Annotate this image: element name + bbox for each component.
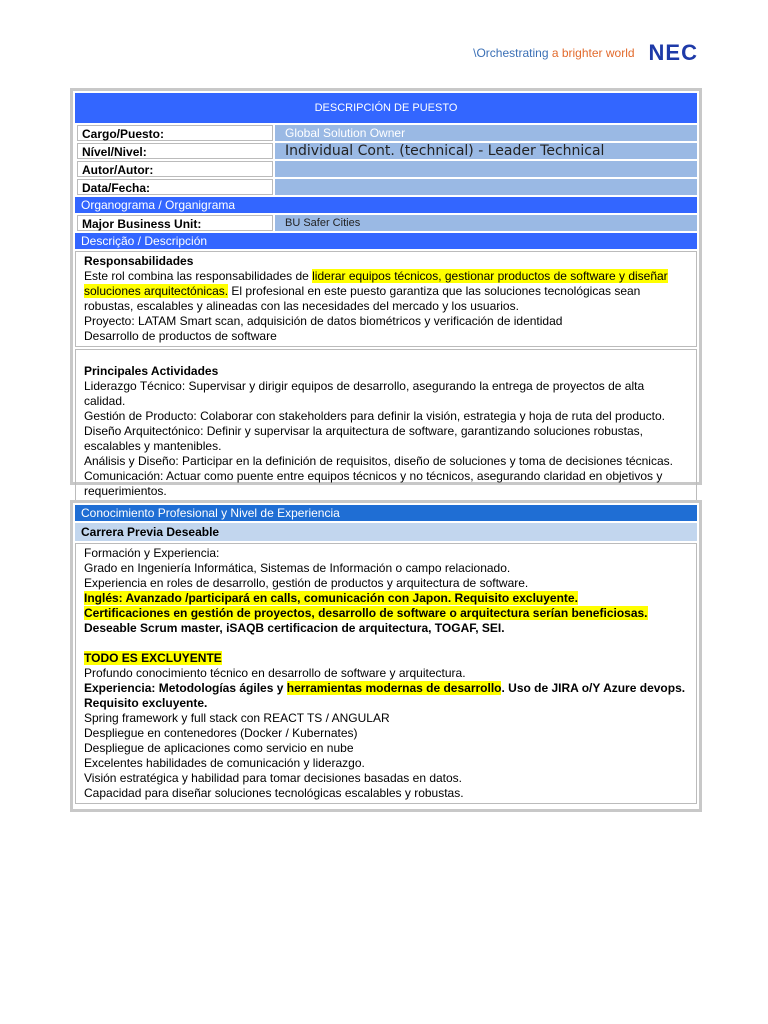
actividad-item: Diseño Arquitectónico: Definir y supervisar la arquitectura de software, garantizando soluciones robustas, escalables y mantenibles. [84,424,643,453]
metodologias-highlight: herramientas modernas de desarrollo [286,681,502,695]
responsabilidades-text [84,269,688,314]
field-value-nivel[interactable]: Individual Cont. (technical) - Leader Technical [275,143,697,159]
exp-line-scrum: Deseable Scrum master, iSAQB certificacion de arquitectura, TOGAF, SEI. [84,621,505,635]
skill-item: Despliegue de aplicaciones como servicio en nube [84,741,354,755]
nec-logo: NEC [648,40,698,65]
exp-line: Grado en Ingeniería Informática, Sistemas de Información o campo relacionado. [84,561,511,575]
skill-item: Spring framework y full stack con REACT TS / ANGULAR [84,711,390,725]
skill-item: Despliegue en contenedores (Docker / Kubernates) [84,726,358,740]
resp-highlight-2: soluciones arquitectónicas. [84,284,229,298]
field-row-business-unit [73,213,699,231]
field-row-autor [73,159,699,177]
actividad-item: Liderazgo Técnico: Supervisar y dirigir equipos de desarrollo, asegurando la entrega de proyectos de alta calidad. [84,379,645,408]
job-description-section [70,88,702,498]
skill-item: Visión estratégica y habilidad para tomar decisiones basadas en datos. [84,771,463,785]
resp-highlight-1: liderar equipos técnicos, gestionar productos de software y diseñar [312,269,668,283]
tagline-part-a: \Orchestrating [473,46,549,60]
field-value-fecha[interactable] [275,179,697,195]
section-title: DESCRIPCIÓN DE PUESTO [75,93,697,123]
tagline [473,46,634,60]
header-logo [473,40,698,66]
descripcion-header: Descrição / Descripción [75,233,697,249]
resp-text-a: Este rol combina las responsabilidades de [84,269,313,283]
actividades-title: Principales Actividades [84,364,219,378]
exp-line-metodologias [84,681,688,711]
field-value-autor[interactable] [275,161,697,177]
carrera-subhead: Carrera Previa Deseable [75,523,697,541]
exp-line: Experiencia en roles de desarrollo, gestión de productos y arquitectura de software. [84,576,529,590]
field-value-cargo[interactable]: Global Solution Owner [275,125,697,141]
exp-line-certificaciones [84,606,688,621]
skill-item: Capacidad para diseñar soluciones tecnológicas escalables y robustas. [84,786,464,800]
experience-section [70,500,702,812]
responsabilidades-title: Responsabilidades [84,254,194,268]
field-label: Data/Fecha: [77,179,273,195]
field-label: Nível/Nivel: [77,143,273,159]
organigrama-header: Organograma / Organigrama [75,197,697,213]
spacer [84,636,688,651]
field-label: Autor/Autor: [77,161,273,177]
field-label: Major Business Unit: [77,215,273,231]
field-label: Cargo/Puesto: [77,125,273,141]
desarrollo-text: Desarrollo de productos de software [84,329,277,343]
field-value-business-unit[interactable]: BU Safer Cities [275,215,697,231]
metodologias-b: . Uso de JIRA o/Y Azure devops. Requisito excluyente. [84,681,686,710]
exp-line: Formación y Experiencia: [84,546,220,560]
certificaciones-highlight: Certificaciones en gestión de proyectos, desarrollo de software o arquitectura serían beneficiosas. [84,606,648,620]
exp-line: Profundo conocimiento técnico en desarrollo de software y arquitectura. [84,666,466,680]
experience-header: Conocimiento Profesional y Nivel de Experiencia [75,505,697,521]
actividades-block [75,349,697,502]
actividad-item: Gestión de Producto: Colaborar con stakeholders para definir la visión, estrategia y hoja de ruta del producto. [84,409,666,423]
metodologias-a: Experiencia: Metodologías ágiles y [84,681,287,695]
actividad-item: Comunicación: Actuar como puente entre equipos técnicos y no técnicos, asegurando claridad en objetivos y requerimientos. [84,469,663,498]
todo-highlight: TODO ES EXCLUYENTE [84,651,222,665]
field-row-cargo [73,123,699,141]
field-row-nivel [73,141,699,159]
skill-item: Excelentes habilidades de comunicación y liderazgo. [84,756,365,770]
field-row-fecha [73,177,699,195]
todo-excluyente [84,651,688,666]
experience-block [75,543,697,804]
responsabilidades-block [75,251,697,347]
actividad-item: Análisis y Diseño: Participar en la definición de requisitos, diseño de soluciones y toma de decisiones técnicas. [84,454,673,468]
proyecto-text: Proyecto: LATAM Smart scan, adquisición de datos biométricos y verificación de identidad [84,314,563,328]
exp-line-ingles [84,591,688,606]
ingles-highlight: Inglés: Avanzado /participará en calls, comunicación con Japon. Requisito excluyente. [84,591,578,605]
resp-text-b: El profesional en este puesto garantiza que las soluciones tecnológicas sean robustas, escalables y alineadas con las necesidades del mercado y los usuarios. [84,284,641,313]
tagline-part-b: a brighter world [548,46,635,60]
